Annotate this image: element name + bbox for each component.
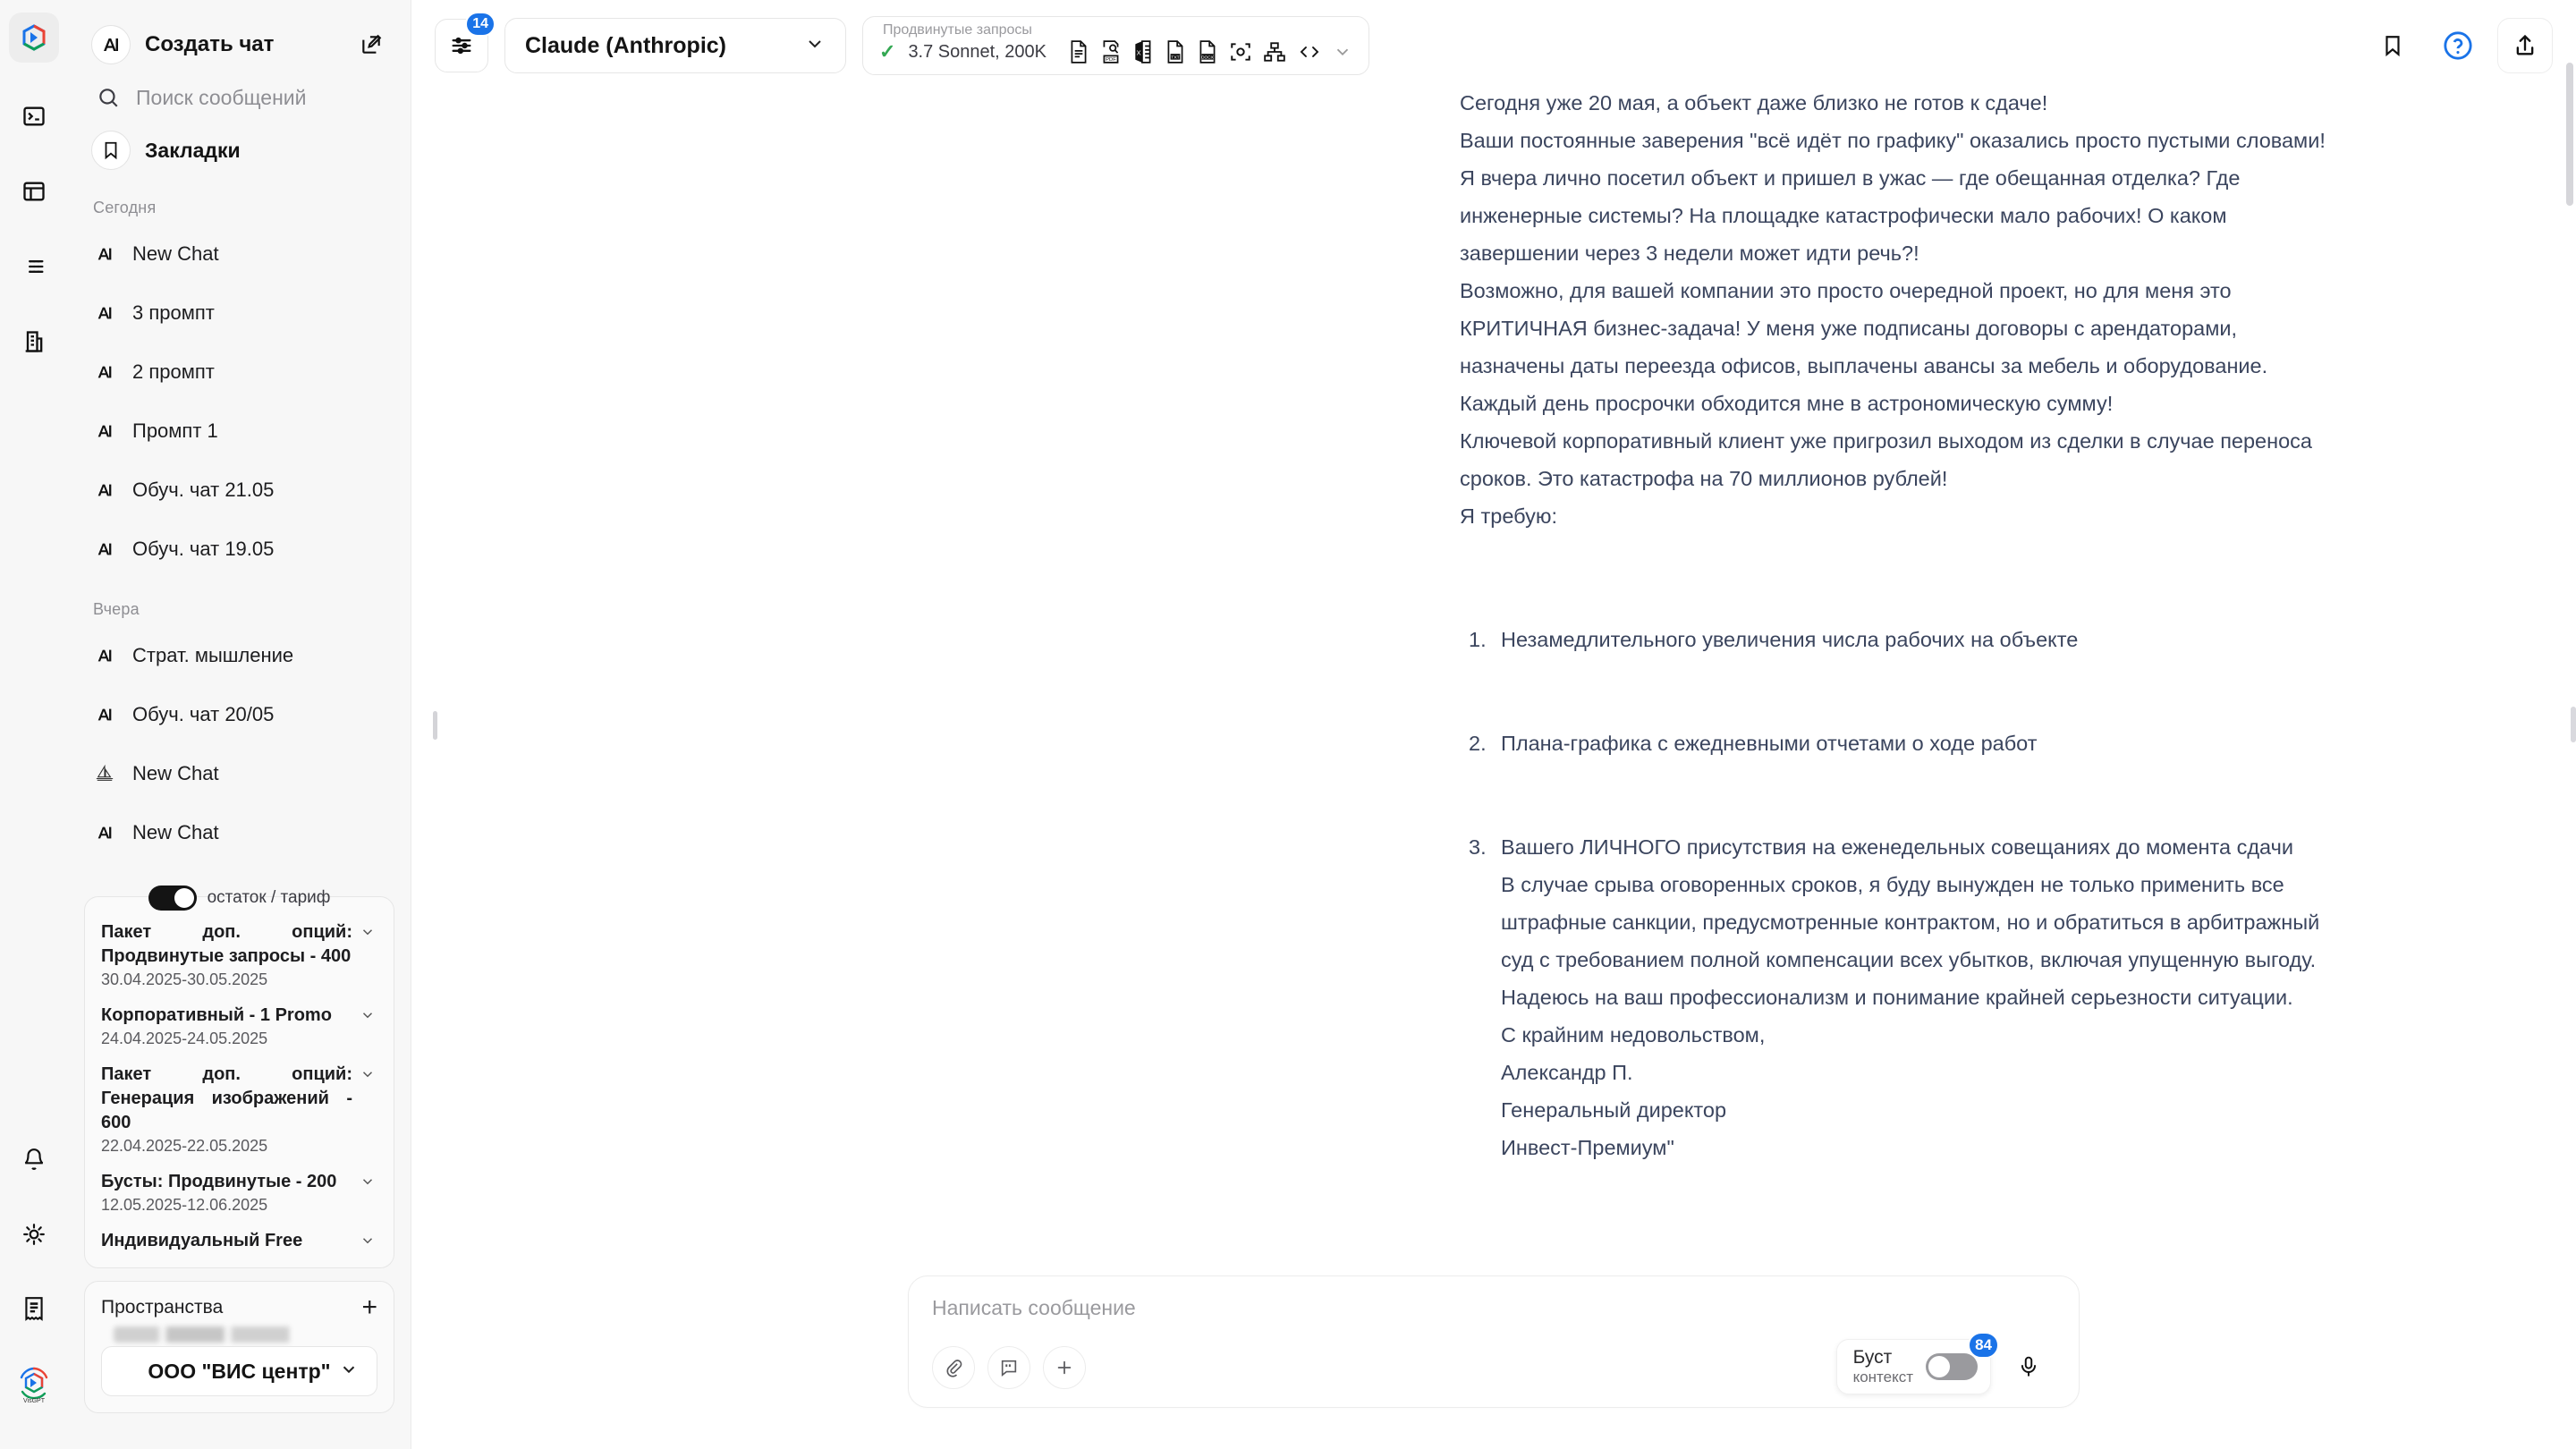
chat-list-item[interactable] bbox=[84, 461, 394, 520]
anthropic-icon bbox=[91, 701, 118, 728]
list-item: Плана-графика с ежедневными отчетами о ходе работ bbox=[1501, 732, 2038, 755]
anthropic-icon bbox=[91, 241, 118, 267]
message-paragraph: С крайним недовольством, bbox=[1501, 1023, 1766, 1046]
new-chat-edit-button[interactable] bbox=[355, 29, 387, 61]
rail-item-billing[interactable] bbox=[9, 1284, 59, 1335]
help-button[interactable] bbox=[2438, 26, 2478, 65]
chat-label: New Chat bbox=[132, 762, 219, 784]
document-icon[interactable] bbox=[1068, 40, 1089, 64]
message-paragraph: Ключевой корпоративный клиент уже пригрозил выходом из сделки в случае переноса сроков. Это катастрофа на 70 миллионов рублей! bbox=[1460, 429, 2312, 490]
spaces-header bbox=[101, 1294, 377, 1321]
anthropic-icon bbox=[91, 642, 118, 669]
app-logo[interactable] bbox=[9, 13, 59, 63]
chat-list-item[interactable] bbox=[84, 803, 394, 862]
sliders-icon bbox=[449, 33, 474, 58]
building-icon bbox=[21, 329, 47, 354]
top-header bbox=[411, 0, 2576, 91]
chat-label: Обуч. чат 20/05 bbox=[132, 703, 275, 725]
package-dates: 30.04.2025-30.05.2025 bbox=[101, 970, 268, 988]
bookmark-icon bbox=[101, 140, 121, 160]
chat-label: Страт. мышление bbox=[132, 644, 294, 666]
package-header bbox=[101, 1063, 377, 1135]
help-circle-icon bbox=[2443, 30, 2473, 61]
package-header bbox=[101, 1004, 377, 1028]
conversation bbox=[411, 91, 2576, 1270]
organization-select[interactable] bbox=[101, 1346, 377, 1396]
chat-list-item[interactable] bbox=[84, 685, 394, 744]
message-composer[interactable] bbox=[908, 1275, 2080, 1408]
chat-list-item[interactable] bbox=[84, 284, 394, 343]
boost-title: Буст bbox=[1852, 1347, 1893, 1368]
rail-item-brand[interactable] bbox=[9, 1360, 59, 1410]
list-icon bbox=[21, 254, 47, 279]
anthropic-icon bbox=[91, 536, 118, 563]
demands-list bbox=[1460, 621, 2345, 866]
space-name-redacted bbox=[114, 1326, 365, 1343]
svg-text:DOCX: DOCX bbox=[1201, 55, 1214, 61]
chat-label: Промпт 1 bbox=[132, 419, 218, 442]
conversation-scrollbar[interactable] bbox=[2566, 63, 2573, 206]
bell-icon bbox=[22, 1148, 46, 1171]
sidebar-item-bookmarks[interactable] bbox=[91, 123, 387, 177]
anthropic-avatar bbox=[91, 25, 131, 64]
chat-label: Обуч. чат 19.05 bbox=[132, 538, 275, 560]
package-title: Пакет доп. опций: Продвинутые запросы - 400 bbox=[101, 922, 352, 966]
package-header bbox=[101, 920, 377, 969]
pdf-icon[interactable] bbox=[1100, 40, 1122, 64]
package-item[interactable] bbox=[101, 1004, 377, 1048]
chat-list-today bbox=[68, 225, 411, 579]
organization-name: ООО "ВИС центр" bbox=[148, 1359, 331, 1383]
conversation-scroll-area[interactable] bbox=[411, 91, 2576, 1270]
svg-text:VisGPT: VisGPT bbox=[23, 1398, 45, 1404]
add-more-button[interactable] bbox=[1043, 1346, 1086, 1389]
plus-icon bbox=[1055, 1358, 1074, 1377]
chat-label: 2 промпт bbox=[132, 360, 215, 383]
anthropic-icon bbox=[91, 359, 118, 386]
boost-labels bbox=[1853, 1347, 1913, 1386]
chevron-down-icon bbox=[804, 33, 826, 59]
quota-panel[interactable] bbox=[862, 16, 1369, 75]
model-selector[interactable] bbox=[504, 18, 846, 73]
package-header bbox=[101, 1170, 377, 1194]
sidebar bbox=[68, 0, 411, 1449]
anthropic-icon bbox=[91, 819, 118, 846]
rail-item-tables[interactable] bbox=[9, 166, 59, 216]
chevron-down-icon[interactable] bbox=[360, 1063, 377, 1087]
composer-area bbox=[411, 1270, 2576, 1449]
header-right-group bbox=[2367, 18, 2553, 73]
chat-list-item[interactable] bbox=[84, 343, 394, 402]
message-paragraph: Сегодня уже 20 мая, а объект даже близко не готов к сдаче! bbox=[1460, 91, 2048, 114]
chat-list-item[interactable] bbox=[84, 520, 394, 579]
message-paragraph: Александр П. bbox=[1501, 1061, 1633, 1084]
table-layout-icon bbox=[21, 179, 47, 204]
chevron-down-icon[interactable] bbox=[360, 1004, 377, 1028]
message-paragraph: В случае срыва оговоренных сроков, я буду вынужден не только применить все штрафные санкции, предусмотренные контрактом, но и обратиться в арбитражный суд с требованием полной компенсации всех убытков, включая упущенную выгоду. bbox=[1501, 873, 2320, 971]
package-dates: 24.04.2025-24.05.2025 bbox=[101, 1030, 268, 1047]
code-icon[interactable] bbox=[1297, 40, 1322, 64]
package-title: Пакет доп. опций: Генерация изображений - 600 bbox=[101, 1064, 352, 1132]
boost-area bbox=[1836, 1336, 2048, 1394]
sun-icon bbox=[22, 1223, 46, 1246]
chat-label: New Chat bbox=[132, 821, 219, 843]
icon-rail bbox=[0, 0, 68, 1449]
list-item bbox=[1460, 828, 2345, 866]
main-area bbox=[411, 0, 2576, 1449]
rail-item-terminal[interactable] bbox=[9, 91, 59, 141]
package-title: Индивидуальный Free bbox=[101, 1231, 303, 1250]
paperclip-icon bbox=[944, 1358, 963, 1377]
bookmark-avatar bbox=[91, 131, 131, 170]
docx-icon[interactable] bbox=[1197, 40, 1218, 64]
anthropic-icon bbox=[91, 300, 118, 326]
create-chat-label: Создать чат bbox=[145, 32, 275, 56]
bookmarks-label: Закладки bbox=[145, 138, 241, 162]
composer-tools bbox=[932, 1346, 1086, 1389]
chat-label: New Chat bbox=[132, 242, 219, 265]
closing-block bbox=[1460, 866, 2345, 1166]
share-upload-icon bbox=[2512, 33, 2538, 58]
residual-toggle-row bbox=[68, 886, 411, 911]
svg-text:X: X bbox=[1136, 48, 1141, 57]
bookmark-icon bbox=[2381, 34, 2404, 57]
terminal-icon bbox=[21, 104, 47, 129]
search-placeholder: Поиск сообщений bbox=[136, 85, 307, 109]
receipt-icon bbox=[22, 1296, 46, 1323]
packages-panel bbox=[84, 896, 394, 1268]
message-paragraph: Я вчера лично посетил объект и пришел в ужас — где обещанная отделка? Где инженерные системы? На площадке катастрофически мало рабочих! О каком завершении через 3 недели может идти речь?! bbox=[1460, 166, 2241, 265]
list-gap bbox=[1460, 535, 2345, 621]
sidebar-resize-handle[interactable] bbox=[433, 711, 437, 740]
quota-value: 3.7 Sonnet, 200K bbox=[908, 41, 1047, 62]
visgpt-logo-icon bbox=[14, 1363, 54, 1406]
spaces-title: Пространства bbox=[101, 1297, 224, 1318]
section-title-yesterday: Вчера bbox=[93, 600, 140, 618]
boost-context-toggle[interactable] bbox=[1836, 1336, 1992, 1394]
chevron-down-icon[interactable] bbox=[360, 1170, 377, 1194]
message-input-placeholder[interactable]: Написать сообщение bbox=[932, 1296, 1136, 1319]
file-type-icons bbox=[1068, 40, 1352, 64]
svg-text:PDF: PDF bbox=[1106, 57, 1116, 64]
residual-tariff-label: остаток / тариф bbox=[207, 888, 331, 907]
svg-text:TXT: TXT bbox=[1171, 55, 1180, 61]
rail-item-theme[interactable] bbox=[9, 1209, 59, 1259]
search-input[interactable] bbox=[91, 72, 387, 123]
model-name: Claude (Anthropic) bbox=[525, 32, 726, 58]
chat-label: 3 промпт bbox=[132, 301, 215, 324]
attach-file-button[interactable] bbox=[932, 1346, 975, 1389]
xls-icon[interactable] bbox=[1132, 40, 1154, 64]
chevron-down-icon[interactable] bbox=[1333, 42, 1352, 62]
spaces-panel bbox=[84, 1281, 394, 1413]
sailboat-icon bbox=[91, 760, 118, 787]
anthropic-icon bbox=[91, 418, 118, 445]
chat-list-item[interactable] bbox=[84, 225, 394, 284]
boost-badge: 84 bbox=[1968, 1332, 1999, 1359]
search-icon bbox=[97, 86, 120, 109]
rail-item-lists[interactable] bbox=[9, 242, 59, 292]
ocr-scan-icon[interactable] bbox=[1229, 40, 1252, 64]
message-paragraph: Каждый день просрочки обходится мне в астрономическую сумму! bbox=[1460, 392, 2114, 415]
package-dates: 22.04.2025-22.05.2025 bbox=[101, 1137, 268, 1155]
package-title: Бусты: Продвинутые - 200 bbox=[101, 1172, 337, 1191]
chevron-down-icon bbox=[339, 1360, 359, 1384]
section-title-today: Сегодня bbox=[93, 199, 157, 216]
quote-bubble-icon bbox=[999, 1358, 1019, 1377]
microphone-button[interactable] bbox=[2009, 1347, 2048, 1386]
filters-badge: 14 bbox=[465, 12, 496, 37]
boost-subtitle: контекст bbox=[1852, 1368, 1913, 1386]
rail-item-notifications[interactable] bbox=[9, 1134, 59, 1184]
message-paragraph: Генеральный директор bbox=[1501, 1098, 1727, 1122]
residual-tariff-toggle[interactable] bbox=[148, 886, 197, 911]
add-space-button[interactable]: + bbox=[361, 1292, 377, 1322]
package-item[interactable] bbox=[101, 1170, 377, 1215]
list-item-text: Вашего ЛИЧНОГО присутствия на еженедельных совещаниях до момента сдачи bbox=[1501, 835, 2293, 859]
message-paragraph: Инвест-Премиум" bbox=[1501, 1136, 1674, 1159]
package-item[interactable] bbox=[101, 1063, 377, 1156]
sidebar-top bbox=[68, 0, 411, 177]
message-paragraph: Возможно, для вашей компании это просто очередной проект, но для меня это КРИТИЧНАЯ бизнес-задача! У меня уже подписаны договоры с арендаторами, назначены даты переезда офисов, выплачены авансы за мебель и оборудование. bbox=[1460, 279, 2268, 377]
package-item[interactable] bbox=[101, 920, 377, 989]
chevron-down-icon[interactable] bbox=[360, 920, 377, 945]
package-dates: 12.05.2025-12.06.2025 bbox=[101, 1196, 268, 1214]
anthropic-icon bbox=[100, 34, 122, 55]
edit-square-icon bbox=[360, 33, 383, 56]
message-paragraph: Ваши постоянные заверения "всё идёт по графику" оказались просто пустыми словами! bbox=[1460, 129, 2326, 152]
microphone-icon bbox=[2017, 1355, 2040, 1378]
txt-icon[interactable] bbox=[1165, 40, 1186, 64]
visgpt-logo-icon bbox=[19, 22, 49, 53]
package-item[interactable] bbox=[101, 1229, 377, 1253]
quote-button[interactable] bbox=[987, 1346, 1030, 1389]
anthropic-icon bbox=[91, 477, 118, 504]
message-paragraph: Надеюсь на ваш профессионализм и понимание крайней серьезности ситуации. bbox=[1501, 986, 2293, 1009]
package-title: Корпоративный - 1 Promo bbox=[101, 1005, 332, 1025]
chat-list-item[interactable] bbox=[84, 626, 394, 685]
right-panel-resize-handle[interactable] bbox=[2571, 707, 2576, 742]
assistant-message bbox=[1460, 91, 2345, 1166]
sitemap-icon[interactable] bbox=[1263, 40, 1286, 64]
chevron-down-icon[interactable] bbox=[360, 1229, 377, 1253]
filters-button[interactable] bbox=[435, 16, 488, 72]
chat-list-item[interactable] bbox=[84, 744, 394, 803]
rail-item-organization[interactable] bbox=[9, 317, 59, 367]
list-item: Незамедлительного увеличения числа рабочих на объекте bbox=[1501, 628, 2079, 651]
chat-list-item[interactable] bbox=[84, 402, 394, 461]
boost-switch[interactable] bbox=[1926, 1353, 1978, 1380]
bookmark-button[interactable] bbox=[2367, 20, 2419, 72]
quota-check-icon: ✓ bbox=[879, 40, 896, 63]
chat-label: Обуч. чат 21.05 bbox=[132, 479, 275, 501]
rail-bottom-group bbox=[9, 1134, 59, 1449]
share-button[interactable] bbox=[2497, 18, 2553, 73]
create-chat-button[interactable] bbox=[91, 18, 387, 72]
quota-caption: Продвинутые запросы bbox=[883, 22, 1032, 38]
message-paragraph: Я требую: bbox=[1460, 504, 1557, 528]
chat-list-yesterday bbox=[68, 626, 411, 862]
package-header bbox=[101, 1229, 377, 1253]
